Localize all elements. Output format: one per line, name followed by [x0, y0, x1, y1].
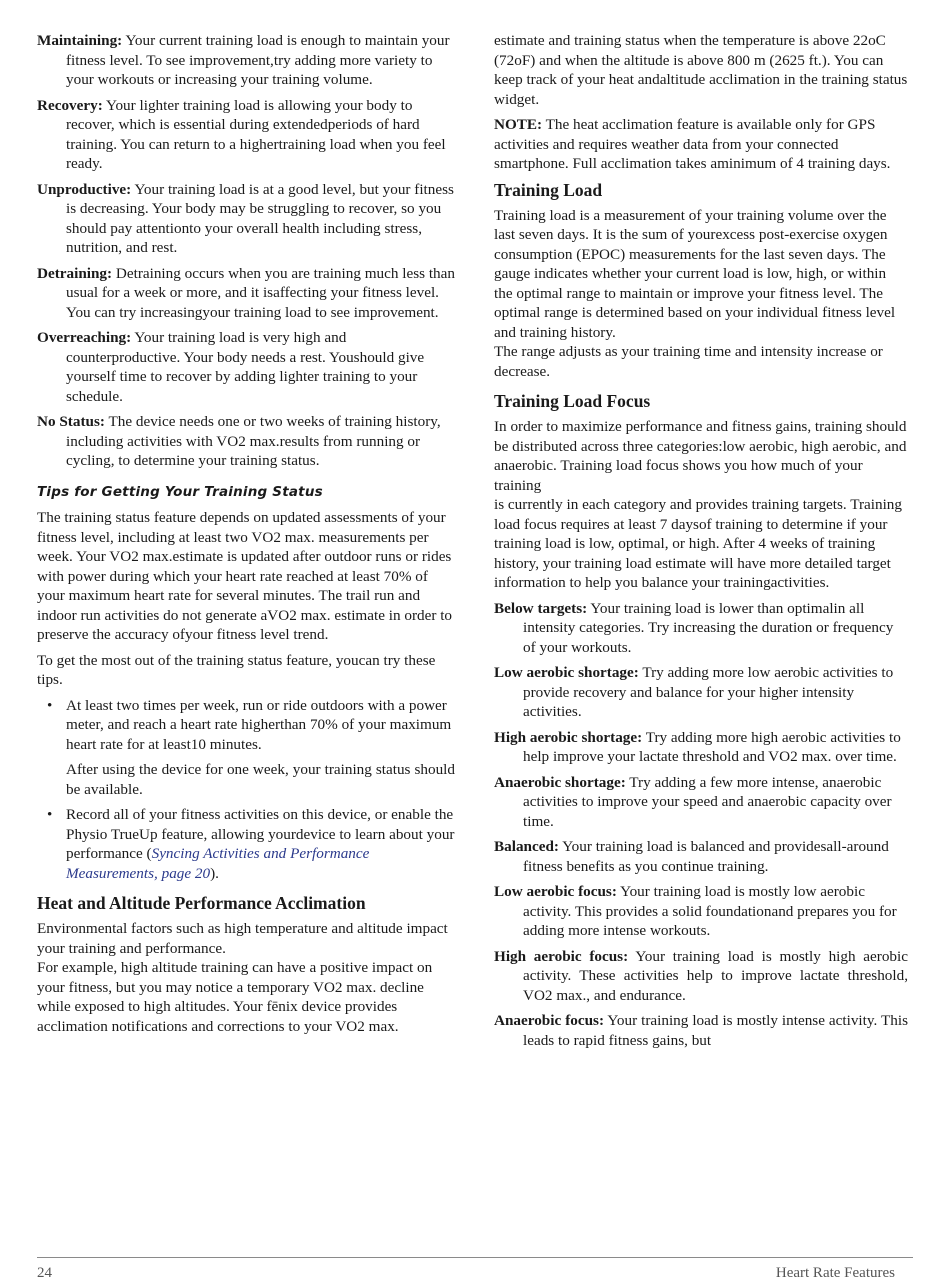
footer-divider [37, 1257, 913, 1258]
bullet-text-end: ). [210, 864, 219, 882]
page-number: 24 [37, 1265, 52, 1281]
bullet-text: At least two times per week, run or ride outdoors with a power meter, and reach a heart rate higherthan 70% of your maximum heart rate for at least10 minutes. [66, 696, 452, 753]
definition: Your training load is mostly low aerobic activity. This provides a solid foundationand prepares you for adding more intense workouts. [523, 883, 897, 939]
term: Low aerobic shortage: [494, 664, 639, 681]
status-recovery [37, 96, 455, 174]
section-title: Heart Rate Features [775, 1265, 895, 1281]
definition: Detraining occurs when you are training much less than usual for a week or more, and it isaffecting your fitness level. You can try increasingyour training load to see improvement. [66, 264, 455, 321]
definition: Try adding more high aerobic activities to help improve your lactate threshold and VO2 max. over time. [523, 728, 901, 765]
focus-high-aerobic-focus [494, 947, 908, 1006]
heat-altitude-heading: Heat and Altitude Performance Acclimation [37, 893, 366, 913]
note-paragraph [494, 115, 908, 174]
note-text: The heat acclimation feature is available only for GPS activities and requires weather data from your connected smartphone. Full acclimation takes aminimum of 4 training days. [494, 116, 891, 172]
term: Detraining: [37, 264, 113, 282]
definition: Your training load is mostly high aerobic activity. These activities help to improve lactate threshold, VO2 max., and endurance. [523, 947, 908, 1004]
term: Low aerobic focus: [494, 883, 617, 900]
definition: Your training load is very high and counterproductive. Your body needs a rest. Youshould give yourself time to recover by adding lighter training to your schedule. [66, 329, 425, 405]
training-load-heading: Training Load [494, 179, 603, 200]
list-item [37, 805, 455, 883]
definition: Your training load is balanced and providesall-around fitness benefits as you continue training. [523, 838, 889, 875]
focus-anaerobic-shortage [494, 773, 908, 832]
right-column [494, 31, 908, 1056]
definition: Try adding a few more intense, anaerobic activities to improve your speed and anaerobic capacity over time. [523, 773, 892, 830]
tips-heading: Tips for Getting Your Training Status [37, 483, 323, 500]
left-column [37, 31, 455, 1042]
term: Unproductive: [37, 180, 132, 198]
term: Maintaining: [37, 32, 123, 49]
focus-below-targets [494, 599, 908, 658]
definition: Try adding more low aerobic activities to provide recovery and balance for your higher intensity activities. [523, 664, 894, 720]
term: Below targets: [494, 599, 588, 617]
heat-paragraph-1: Environmental factors such as high temperature and altitude impact your training and performance. [37, 920, 448, 957]
list-item-continuation: After using the device for one week, your training status should be available. [66, 761, 455, 798]
note-label: NOTE: [494, 116, 543, 133]
training-load-paragraph: Training load is a measurement of your training volume over the last seven days. It is the sum of yourexcess post-exercise oxygen consumption (EPOC) measurements for the last seven days. The gauge indicates whether your current load is low, high, or within the optimal range to maintain or improve your fitness level. The optimal range is determined based on your individual fitness level and training history. [494, 206, 896, 341]
focus-paragraph-2: is currently in each category and provides training targets. Training load focus requires at least 7 daysof training to determine if your training load is low, optimal, or high. After 4 weeks of training history, your training load estimate will have more detailed target information to help you balance your trainingactivities. [494, 496, 902, 591]
heat-paragraph-2: For example, high altitude training can have a positive impact on your fitness, but you may notice a temporary VO2 max. decline while exposed to high altitudes. Your fēnix device provides acclimation notifications and corrections to your VO2 max. [37, 959, 433, 1035]
tips-paragraph: The training status feature depends on updated assessments of your fitness level, including at least two VO2 max. measurements per week. Your VO2 max.estimate is updated after outdoor runs or rides with power during which your heart rate reached at least 70% of your maximum heart rate for several minutes. The trail run and indoor run activities do not generate aVO2 max. estimate in order to preserve the accuracy ofyour fitness level trend. [37, 509, 453, 643]
definition: Your current training load is enough to maintain your fitness level. To see improvement,try adding more variety to your workouts or increasing your training volume. [66, 32, 450, 88]
focus-paragraph: In order to maximize performance and fitness gains, training should be distributed across three categories:low aerobic, high aerobic, and anaerobic. Training load focus shows you how much of your training [494, 418, 907, 494]
focus-anaerobic-focus [494, 1011, 908, 1050]
training-load-focus-heading: Training Load Focus [494, 391, 651, 411]
status-unproductive [37, 180, 455, 258]
definition: Your training load is lower than optimalin all intensity categories. Try increasing the duration or frequency of your workouts. [523, 599, 894, 656]
focus-high-aerobic-shortage [494, 728, 908, 767]
tips-intro: To get the most out of the training status feature, youcan try these tips. [37, 651, 436, 688]
cross-reference-link[interactable]: Syncing Activities and Performance Measurements, page 20 [66, 845, 370, 882]
definition: The device needs one or two weeks of training history, including activities with VO2 max.results from running or cycling, to determine your training status. [66, 413, 441, 469]
bullet-text: Record all of your fitness activities on this device, or enable the Physio TrueUp feature, allowing yourdevice to learn about your performance ( [66, 806, 455, 862]
status-detraining [37, 264, 455, 323]
term: High aerobic focus: [494, 947, 629, 965]
status-overreaching [37, 328, 455, 406]
definition: Your training load is mostly intense activity. This leads to rapid fitness gains, but [523, 1012, 908, 1049]
focus-low-aerobic-focus [494, 882, 908, 941]
acclimation-continued: estimate and training status when the temperature is above 22oC (72oF) and when the altitude is above 800 m (2625 ft.). You can keep track of your heat andaltitude acclimation in the training status widget. [494, 32, 908, 108]
term: No Status: [37, 413, 105, 430]
term: Anaerobic focus: [494, 1012, 605, 1029]
definition: Your training load is at a good level, but your fitness is decreasing. Your body may be struggling to recover, so you should pay attentionto your overall health including stress, nutrition, and rest. [66, 180, 454, 256]
status-no-status [37, 412, 455, 471]
term: High aerobic shortage: [494, 728, 643, 746]
term: Overreaching: [37, 329, 132, 346]
list-item [37, 696, 455, 755]
status-maintaining [37, 31, 455, 90]
term: Balanced: [494, 838, 559, 855]
training-load-range: The range adjusts as your training time and intensity increase or decrease. [494, 343, 883, 380]
tips-list [37, 696, 455, 884]
focus-balanced [494, 837, 908, 876]
definition: Your lighter training load is allowing your body to recover, which is essential during extendedperiods of hard training. You can return to a highertraining load when you feel ready. [66, 96, 446, 172]
term: Anaerobic shortage: [494, 773, 626, 791]
focus-low-aerobic-shortage [494, 663, 908, 722]
term: Recovery: [37, 96, 103, 114]
